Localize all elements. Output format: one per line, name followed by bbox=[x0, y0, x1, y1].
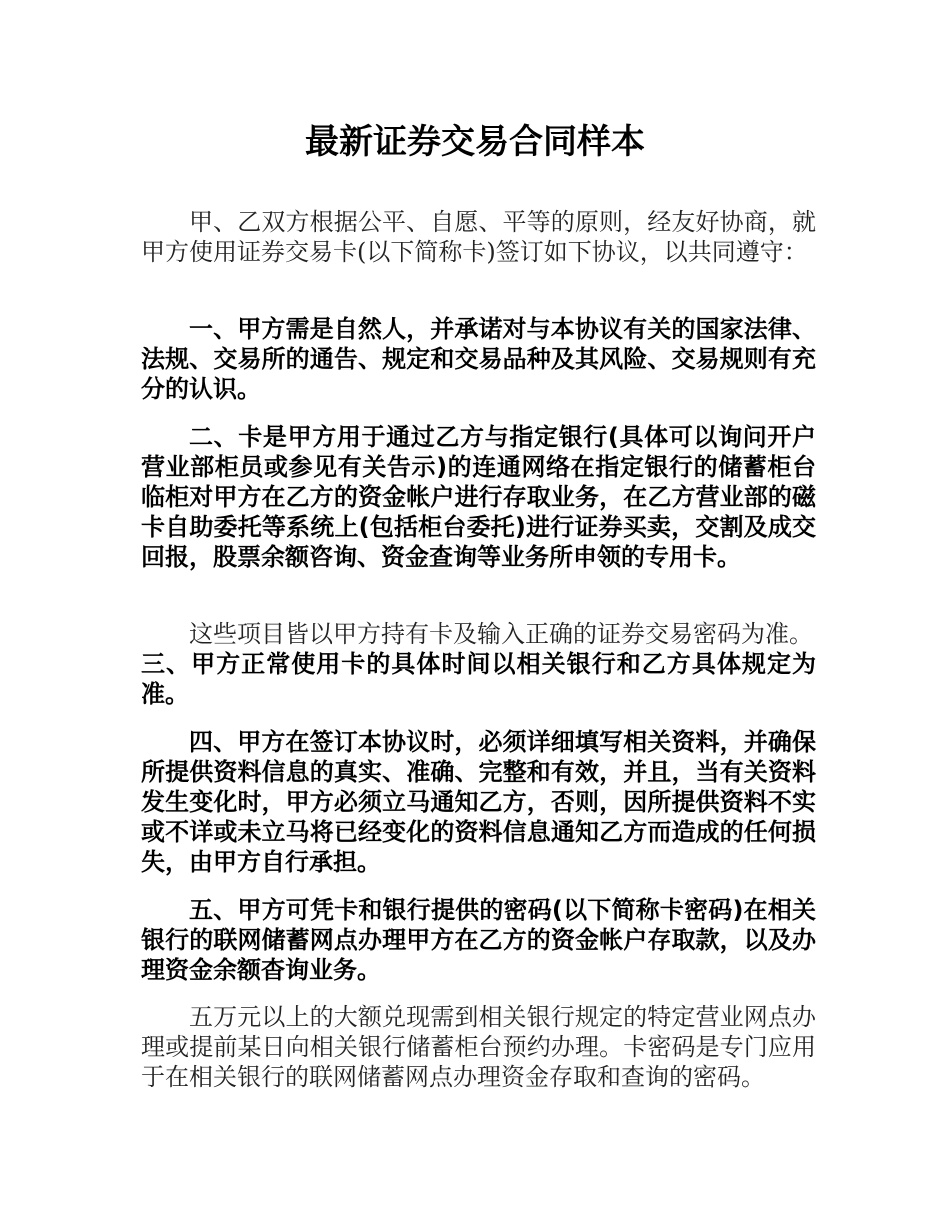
clause-3-paragraph: 三、甲方正常使用卡的具体时间以相关银行和乙方具体规定为准。 bbox=[141, 650, 816, 708]
intro-paragraph: 甲、乙双方根据公平、自愿、平等的原则，经友好协商，就甲方使用证券交易卡(以下简称卡)签订如下协议，以共同遵守： bbox=[141, 208, 816, 266]
clause-5-paragraph: 五、甲方可凭卡和银行提供的密码(以下简称卡密码)在相关银行的联网储蓄网点办理甲方在乙方的资金帐户存取款，以及办理资金余额杳询业务。 bbox=[141, 896, 816, 984]
clause-2-note-paragraph: 这些项目皆以甲方持有卡及输入正确的证券交易密码为准。 bbox=[189, 620, 813, 648]
clause-4-paragraph: 四、甲方在签订本协议时，必须详细填写相关资料，并确保所提供资料信息的真实、准确、完整和有效，并且，当有关资料发生变化时，甲方必须立马通知乙方，否则，因所提供资料不实或不详或未立马将已经变化的资料信息通知乙方而造成的任何损失，由甲方自行承担。 bbox=[141, 728, 816, 876]
document-title: 最新证券交易合同样本 bbox=[305, 122, 645, 162]
clause-2-paragraph: 二、卡是甲方用于通过乙方与指定银行(具体可以询问开户营业部柜员或参见有关告示)的连通网络在指定银行的储蓄柜台临柜对甲方在乙方的资金帐户进行存取业务，在乙方营业部的磁卡自助委托等系统上(包括柜台委托)进行证券买卖，交割及成交回报，股票余额咨询、资金查询等业务所申领的专用卡。 bbox=[141, 423, 816, 571]
clause-5-note-paragraph: 五万元以上的大额兑现需到相关银行规定的特定营业网点办理或提前某日向相关银行储蓄柜台预约办理。卡密码是专门应用于在相关银行的联网储蓄网点办理资金存取和查询的密码。 bbox=[141, 1003, 816, 1091]
clause-1-paragraph: 一、甲方需是自然人，并承诺对与本协议有关的国家法律、法规、交易所的通告、规定和交易品种及其风险、交易规则有充分的认识。 bbox=[141, 315, 816, 403]
